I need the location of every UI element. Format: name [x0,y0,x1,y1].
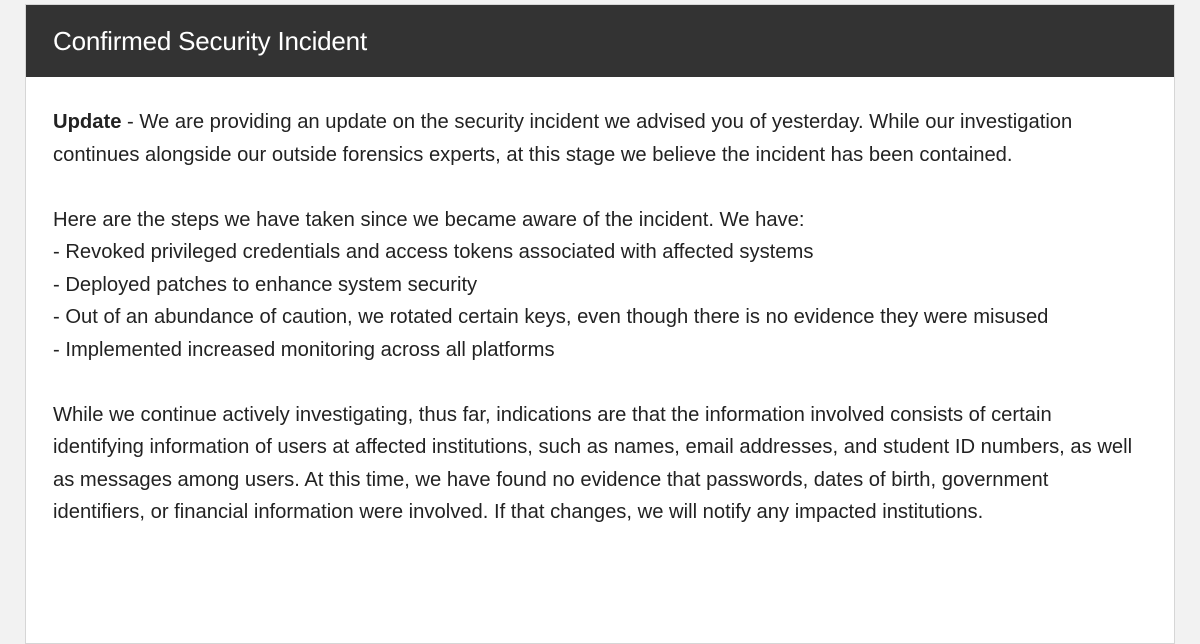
step-item: - Implemented increased monitoring across all platforms [53,338,555,361]
update-text: - We are providing an update on the security incident we advised you of yesterday. While our investigation continues alongside our outside forensics experts, at this stage we believe the incident has been contained. [53,111,1073,166]
investigation-paragraph: While we continue actively investigating, thus far, indications are that the information involved consists of certain identifying information of users at affected institutions, such as names, email addresses, and student ID numbers, as well as messages among users. At this time, we have found no evidence that passwords, dates of birth, government identifiers, or financial information were involved. If that changes, we will notify any impacted institutions. [53,403,1133,523]
step-item: - Out of an abundance of caution, we rotated certain keys, even though there is no evidence they were misused [53,306,1049,328]
steps-paragraph [53,204,1144,367]
step-item: - Revoked privileged credentials and access tokens associated with affected systems [53,241,814,263]
panel-header [26,5,1174,77]
panel-body [26,77,1174,529]
step-item: - Deployed patches to enhance system security [53,273,478,296]
update-paragraph [53,106,1144,171]
update-label: Update [53,111,122,133]
steps-intro: Here are the steps we have taken since we became aware of the incident. We have: [53,208,805,231]
page-title: Confirmed Security Incident [53,25,367,56]
security-incident-panel [25,4,1175,644]
